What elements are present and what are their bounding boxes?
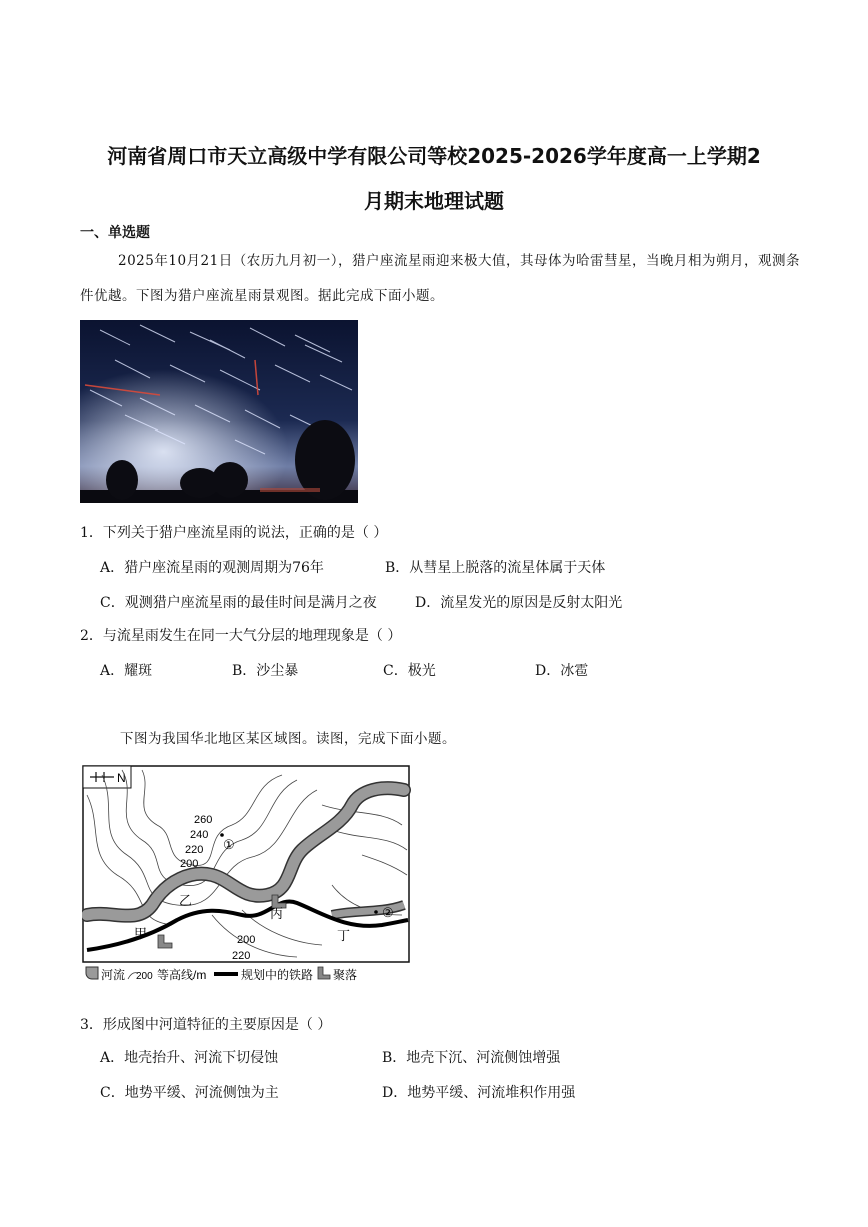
label-jia: 甲 [134, 926, 148, 941]
doc-title-line1: 河南省周口市天立高级中学有限公司等校2025-2026学年度高一上学期2 [107, 144, 761, 168]
question-1-option-d: D．流星发光的原因是反射太阳光 [415, 595, 623, 611]
contour-label: 200 [237, 934, 256, 946]
passage-1: 2025年10月21日（农历九月初一），猎户座流星雨迎来极大值，其母体为哈雷彗星，当晚月相为朔月，观测条件优越。下图为猎户座流星雨景观图。据此完成下面小题。 [80, 253, 800, 304]
map-legend [86, 967, 357, 982]
question-3-option-d: D．地势平缓、河流堆积作用强 [382, 1085, 576, 1101]
terrain-map-figure [82, 765, 412, 995]
question-2-option-c: C．极光 [383, 663, 436, 679]
meteor-shower-photo [80, 320, 358, 503]
question-3-option-b: B．地壳下沉、河流侧蚀增强 [382, 1050, 561, 1066]
question-1-option-b: B．从彗星上脱落的流星体属于天体 [385, 560, 606, 576]
question-2-option-b: B．沙尘暴 [232, 663, 299, 679]
legend-contour-value: 200 [136, 971, 153, 982]
label-yi: 乙 [179, 893, 193, 908]
contour-label: 240 [190, 829, 209, 841]
north-label: N [117, 771, 126, 785]
point-1: ① [223, 837, 235, 852]
legend-railway: 规划中的铁路 [241, 968, 314, 982]
question-1-stem: 1．下列关于猎户座流星雨的说法，正确的是（ ） [80, 525, 388, 541]
label-ding: 丁 [337, 928, 351, 943]
legend-settlement: 聚落 [333, 968, 358, 982]
point-2: ② [382, 905, 394, 920]
legend-river: 河流 [101, 968, 126, 982]
contour-label: 260 [194, 814, 213, 826]
question-2-option-d: D．冰雹 [535, 663, 589, 679]
section-heading: 一、单选题 [80, 225, 150, 241]
question-3-option-c: C．地势平缓、河流侧蚀为主 [100, 1085, 279, 1101]
contour-label: 220 [185, 844, 204, 856]
question-2-stem: 2．与流星雨发生在同一大气分层的地理现象是（ ） [80, 628, 402, 644]
question-3-option-a: A．地壳抬升、河流下切侵蚀 [100, 1050, 279, 1066]
doc-title-line2: 月期末地理试题 [364, 189, 504, 213]
question-1-option-a: A．猎户座流星雨的观测周期为76年 [100, 560, 324, 576]
contour-label: 220 [232, 950, 251, 962]
legend-contour: 等高线/m [157, 968, 207, 982]
passage-2: 下图为我国华北地区某区域图。读图，完成下面小题。 [120, 731, 456, 747]
label-bing: 丙 [270, 906, 284, 921]
question-1-option-c: C．观测猎户座流星雨的最佳时间是满月之夜 [100, 595, 377, 611]
question-3-stem: 3．形成图中河道特征的主要原因是（ ） [80, 1017, 332, 1033]
question-2-option-a: A．耀斑 [100, 663, 153, 679]
contour-label: 200 [180, 858, 199, 870]
